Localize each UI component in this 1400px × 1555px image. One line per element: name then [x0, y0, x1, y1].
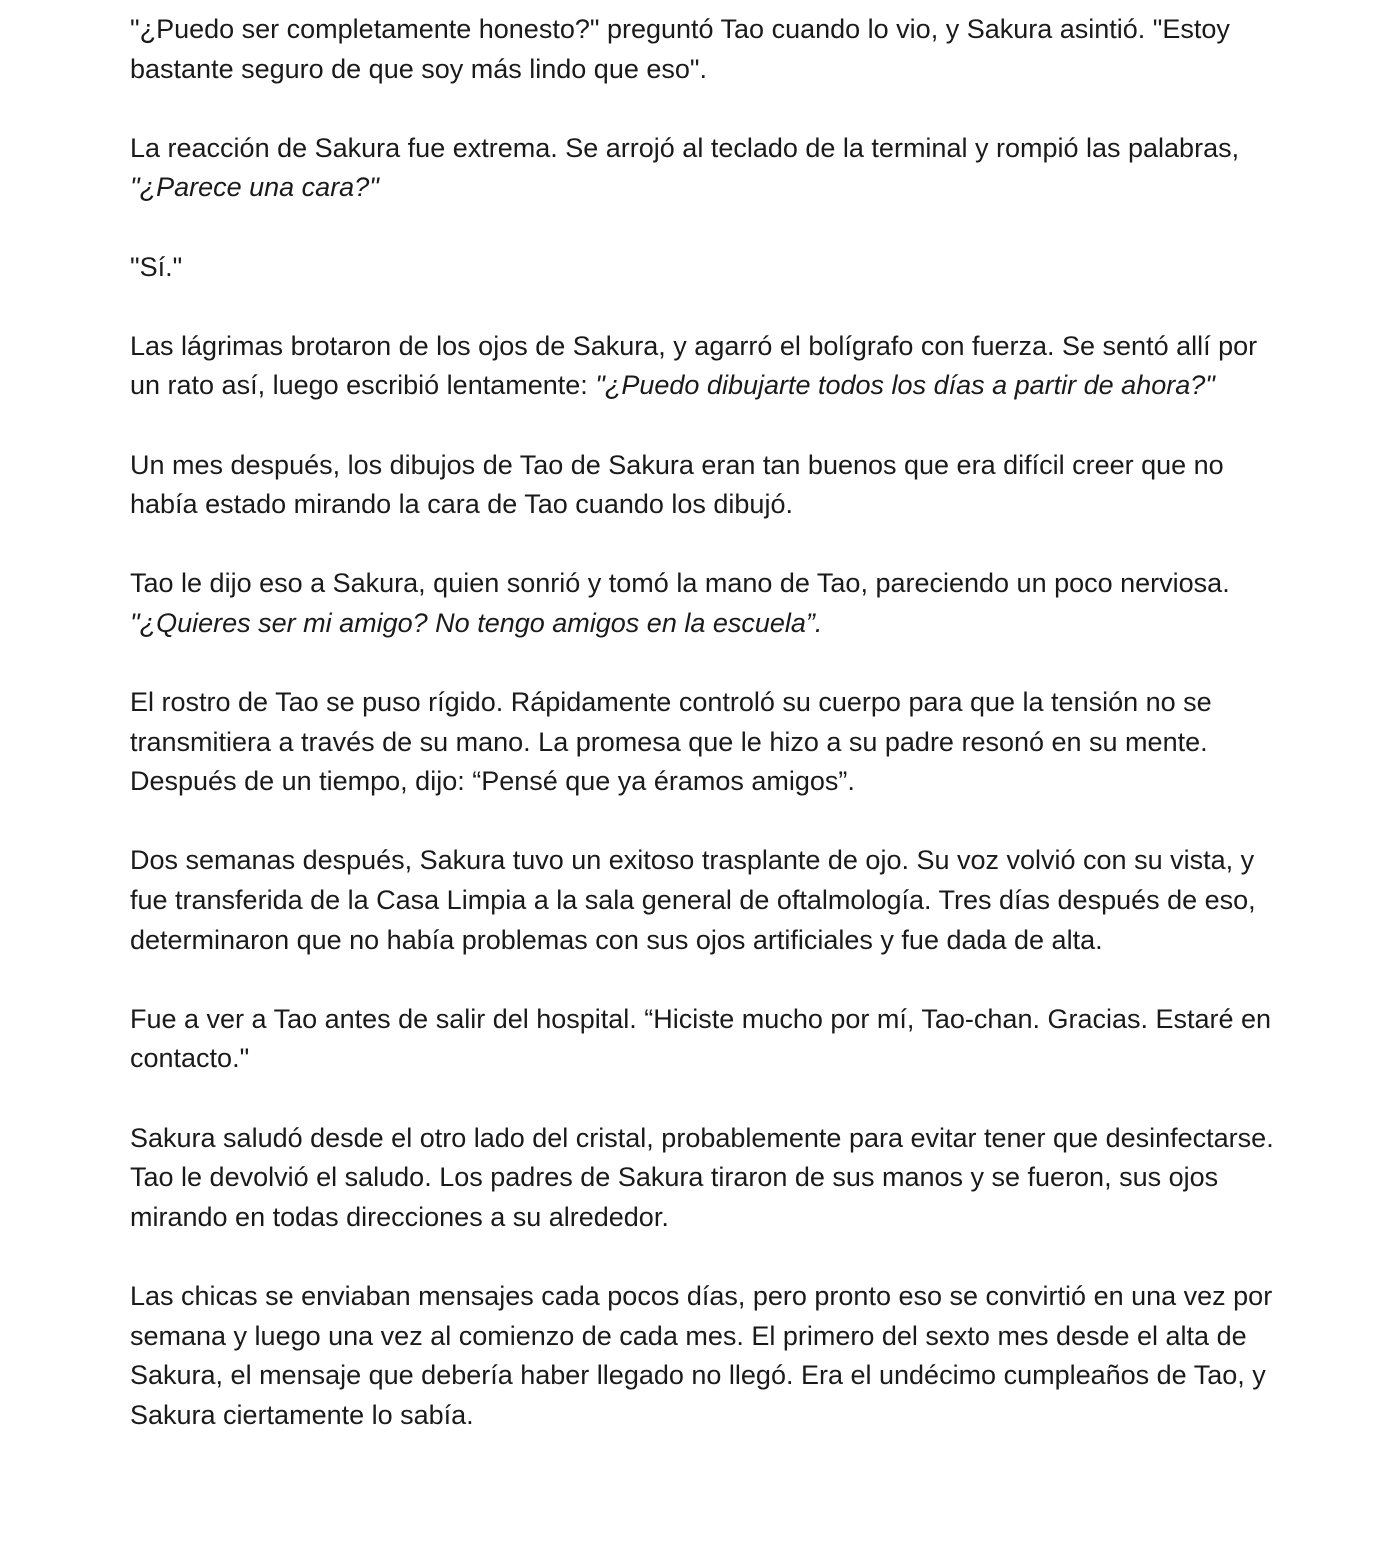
paragraph-11: [130, 1277, 1280, 1435]
paragraph-10: [130, 1119, 1280, 1238]
paragraph-8: [130, 841, 1280, 960]
paragraph-6: [130, 564, 1280, 643]
paragraph-2: [130, 129, 1280, 208]
paragraph-quote-italic: "¿Puedo dibujarte todos los días a partir de ahora?": [595, 370, 1215, 401]
paragraph-text: Las chicas se enviaban mensajes cada pocos días, pero pronto eso se convirtió en una vez por semana y luego una vez al comienzo de cada mes. El primero del sexto mes desde el alta de Sakura, el mensaje que debería haber llegado no llegó. Era el undécimo cumpleaños de Tao, y Sakura ciertamente lo sabía.: [130, 1281, 1273, 1430]
paragraph-quote-italic: "¿Parece una cara?": [130, 172, 379, 203]
paragraph-9: [130, 1000, 1280, 1079]
paragraph-text: Dos semanas después, Sakura tuvo un exitoso trasplante de ojo. Su voz volvió con su vista, y fue transferida de la Casa Limpia a la sala general de oftalmología. Tres días después de eso, determinaron que no había problemas con sus ojos artificiales y fue dada de alta.: [130, 845, 1256, 955]
paragraph-7: [130, 683, 1280, 802]
paragraph-1: [130, 10, 1280, 89]
paragraph-text: "Sí.": [130, 251, 183, 282]
paragraph-text: Fue a ver a Tao antes de salir del hospital. “Hiciste mucho por mí, Tao-chan. Gracias. Estaré en contacto.": [130, 1003, 1272, 1074]
paragraph-text: "¿Puedo ser completamente honesto?" preguntó Tao cuando lo vio, y Sakura asintió. "Estoy bastante seguro de que soy más lindo que eso".: [130, 14, 1230, 84]
paragraph-quote-italic: "¿Quieres ser mi amigo? No tengo amigos en la escuela”.: [130, 607, 823, 638]
paragraph-4: [130, 327, 1280, 406]
paragraph-text: El rostro de Tao se puso rígido. Rápidamente controló su cuerpo para que la tensión no se transmitiera a través de su mano. La promesa que le hizo a su padre resonó en su mente. Después de un tiempo, dijo: “Pensé que ya éramos amigos”.: [130, 687, 1212, 797]
paragraph-5: [130, 446, 1280, 525]
paragraph-text: Las lágrimas brotaron de los ojos de Sakura, y agarró el bolígrafo con fuerza. Se sentó allí por un rato así, luego escribió lentamente:: [130, 330, 1258, 401]
paragraph-text: Sakura saludó desde el otro lado del cristal, probablemente para evitar tener que desinfectarse. Tao le devolvió el saludo. Los padres de Sakura tiraron de sus manos y se fueron, sus ojos mirando en todas direcciones a su alrededor.: [130, 1122, 1274, 1232]
paragraph-3: [130, 248, 1280, 288]
paragraph-text: La reacción de Sakura fue extrema. Se arrojó al teclado de la terminal y rompió las palabras,: [130, 132, 1240, 163]
paragraph-text: Un mes después, los dibujos de Tao de Sakura eran tan buenos que era difícil creer que no había estado mirando la cara de Tao cuando los dibujó.: [130, 449, 1224, 520]
document-page: [130, 10, 1280, 1435]
paragraph-text: Tao le dijo eso a Sakura, quien sonrió y tomó la mano de Tao, pareciendo un poco nerviosa.: [130, 568, 1230, 599]
